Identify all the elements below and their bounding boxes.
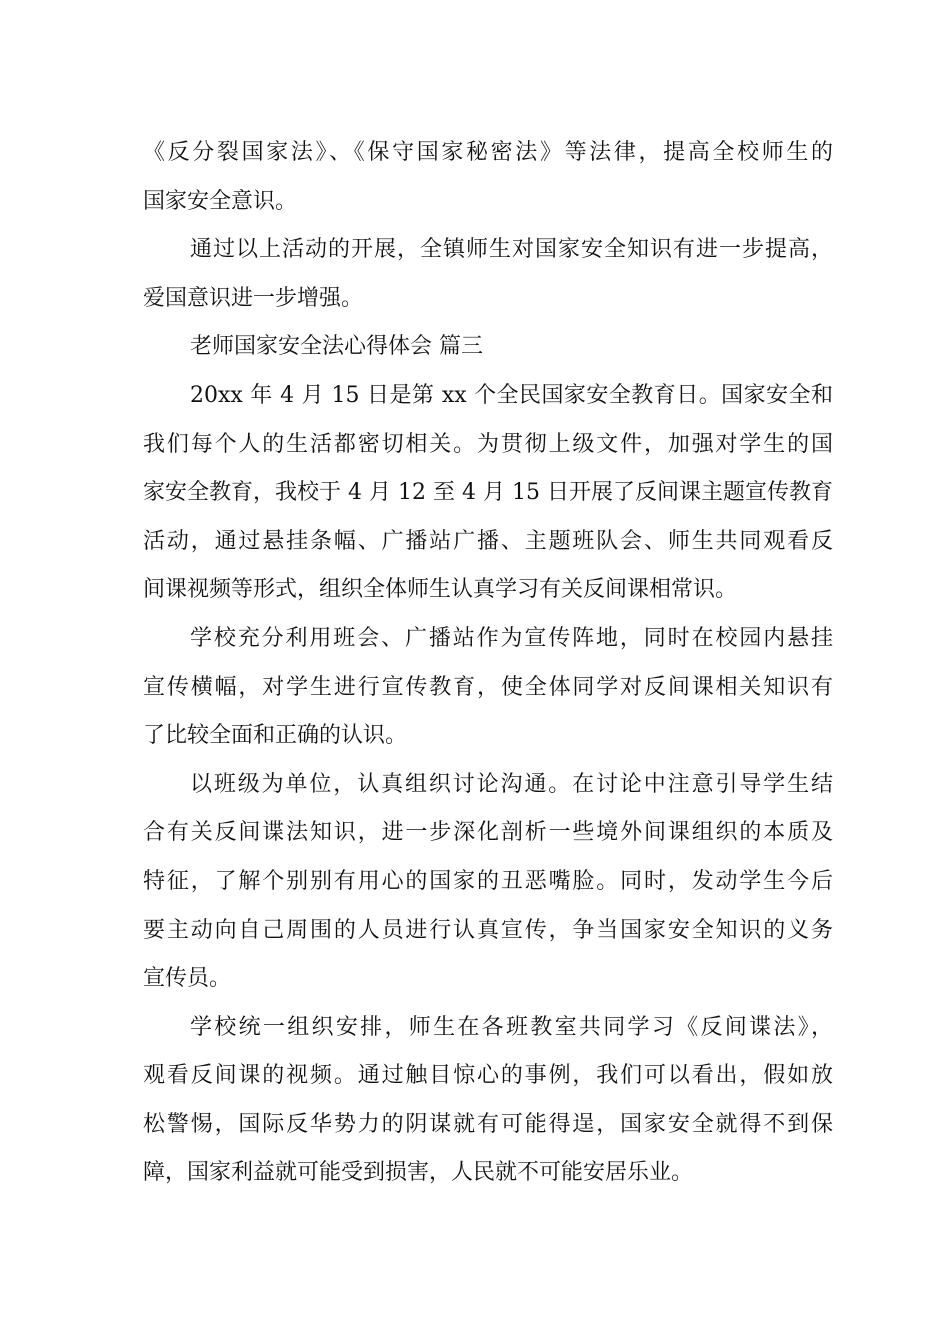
text-line: 以班级为单位，认真组织讨论沟通。在讨论中注意引导学生结 — [190, 771, 833, 797]
text-line: 间课视频等形式，组织全体师生认真学习有关反间课相常识。 — [143, 577, 738, 603]
text-line: 通过以上活动的开展，全镇师生对国家安全知识有进一步提高， — [190, 237, 833, 263]
text-line: 20xx 年 4 月 15 日是第 xx 个全民国家安全教育日。国家安全和 — [190, 382, 833, 408]
text-line: 《反分裂国家法》、《保守国家秘密法》等法律，提高全校师生的 — [143, 140, 833, 165]
text-line: 宣传员。 — [143, 966, 232, 992]
text-line: 了比较全面和正确的认识。 — [143, 723, 408, 749]
text-line: 观看反间课的视频。通过触目惊心的事例，我们可以看出，假如放 — [143, 1063, 833, 1089]
document-body — [143, 129, 833, 1198]
text-line: 学校统一组织安排，师生在各班教室共同学习《反间谍法》， — [190, 1014, 833, 1040]
text-line: 宣传横幅，对学生进行宣传教育，使全体同学对反间课相关知识有 — [143, 674, 833, 700]
text-line: 要主动向自己周围的人员进行认真宣传，争当国家安全知识的义务 — [143, 917, 833, 943]
text-line: 我们每个人的生活都密切相关。为贯彻上级文件，加强对学生的国 — [143, 431, 833, 457]
text-line: 障，国家利益就可能受到损害，人民就不可能安居乐业。 — [143, 1160, 694, 1186]
text-line: 爱国意识进一步增强。 — [143, 285, 364, 311]
text-line: 合有关反间谍法知识，进一步深化剖析一些境外间课组织的本质及 — [143, 820, 833, 846]
text-line: 松警惕，国际反华势力的阴谋就有可能得逞，国家安全就得不到保 — [143, 1111, 833, 1137]
text-line: 活动，通过悬挂条幅、广播站广播、主题班队会、师生共同观看反 — [143, 528, 833, 554]
text-line: 家安全教育，我校于 4 月 12 至 4 月 15 日开展了反间课主题宣传教育 — [143, 480, 833, 506]
text-line: 国家安全意识。 — [143, 188, 298, 214]
section-heading: 老师国家安全法心得体会 篇三 — [190, 334, 483, 360]
text-line: 学校充分利用班会、广播站作为宣传阵地，同时在校园内悬挂 — [190, 625, 833, 651]
text-line: 特征，了解个别别有用心的国家的丑恶嘴脸。同时，发动学生今后 — [143, 868, 833, 894]
